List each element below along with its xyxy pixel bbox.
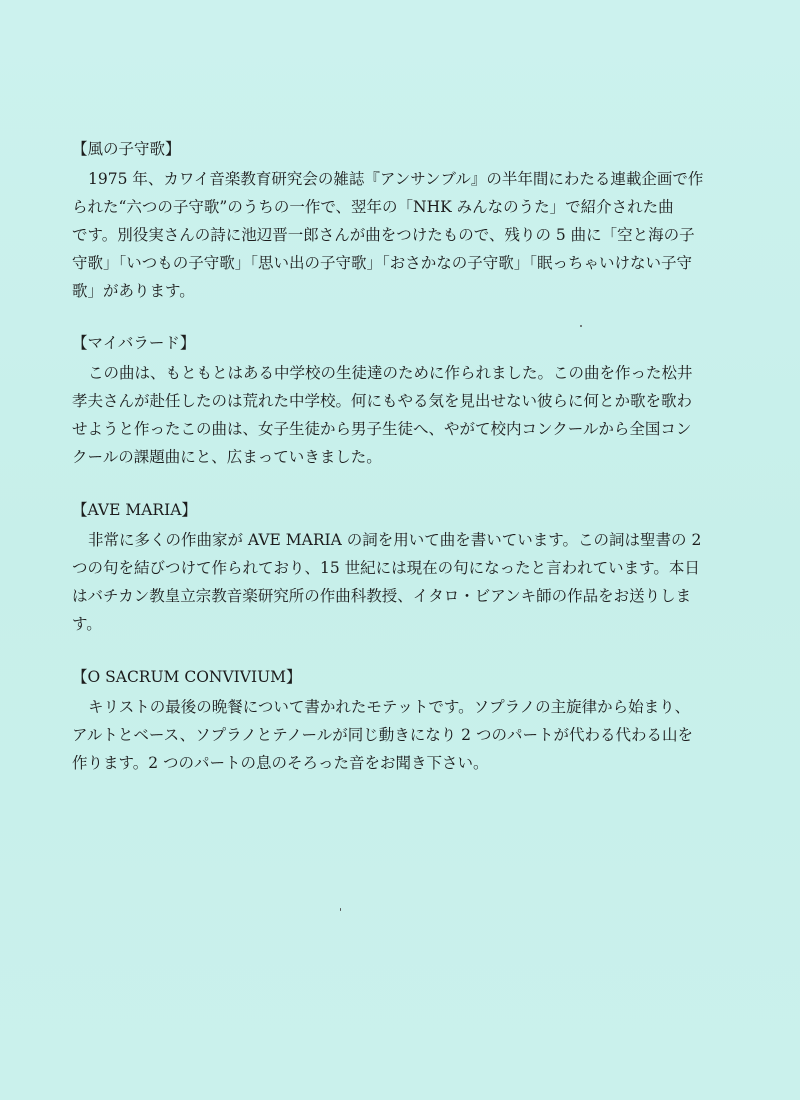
section-my-ballad — [72, 333, 762, 471]
body-line: 歌」があります。 — [72, 282, 195, 300]
body-line: です。別役実さんの詩に池辺晋一郎さんが曲をつけたもので、残りの 5 曲に「空と海の子 — [72, 226, 695, 244]
body-line: 孝夫さんが赴任したのは荒れた中学校。何にもやる気を見出せない彼らに何とか歌を歌わ — [72, 392, 693, 410]
body-line: られた“六つの子守歌”のうちの一作で、翌年の「NHK みんなのうた」で紹介された曲 — [72, 198, 674, 216]
section-heading: 【O SACRUM CONVIVIUM】 — [72, 668, 302, 686]
body-line: つの句を結びつけて作られており、15 世紀には現在の句になったと言われています。本日 — [72, 559, 700, 577]
body-line: クールの課題曲にと、広まっていきました。 — [72, 448, 382, 466]
section-ave-maria — [72, 500, 762, 638]
body-line: す。 — [72, 615, 102, 633]
body-line: キリストの最後の晩餐について書かれたモテットです。ソプラノの主旋律から始まり、 — [88, 698, 691, 716]
body-line: 作ります。2 つのパートの息のそろった音をお聞き下さい。 — [72, 754, 489, 772]
body-line: せようと作ったこの曲は、女子生徒から男子生徒へ、やがて校内コンクールから全国コン — [72, 420, 692, 438]
section-kaze-no-komoriuta — [72, 139, 762, 305]
body-line: はバチカン教皇立宗教音楽研究所の作曲科教授、イタロ・ビアンキ師の作品をお送りしま — [72, 587, 692, 605]
body-line: 守歌」「いつもの子守歌」「思い出の子守歌」「おさかなの子守歌」「眠っちゃいけない子守 — [72, 254, 693, 272]
section-heading: 【AVE MARIA】 — [72, 501, 197, 519]
section-heading: 【マイバラード】 — [72, 334, 196, 352]
body-line: アルトとベース、ソプラノとテノールが同じ動きになり 2 つのパートが代わる代わる山を — [72, 726, 693, 744]
body-line: この曲は、もともとはある中学校の生徒達のために作られました。この曲を作った松井 — [88, 364, 693, 382]
body-line: 1975 年、カワイ音楽教育研究会の雑誌『アンサンブル』の半年間にわたる連載企画で作 — [88, 170, 704, 188]
paper-speck — [340, 908, 341, 911]
body-line: 非常に多くの作曲家が AVE MARIA の詞を用いて曲を書いています。この詞は聖書の 2 — [88, 531, 702, 549]
section-o-sacrum-convivium — [72, 667, 762, 777]
section-heading: 【風の子守歌】 — [72, 140, 181, 158]
paper-speck — [580, 325, 582, 327]
